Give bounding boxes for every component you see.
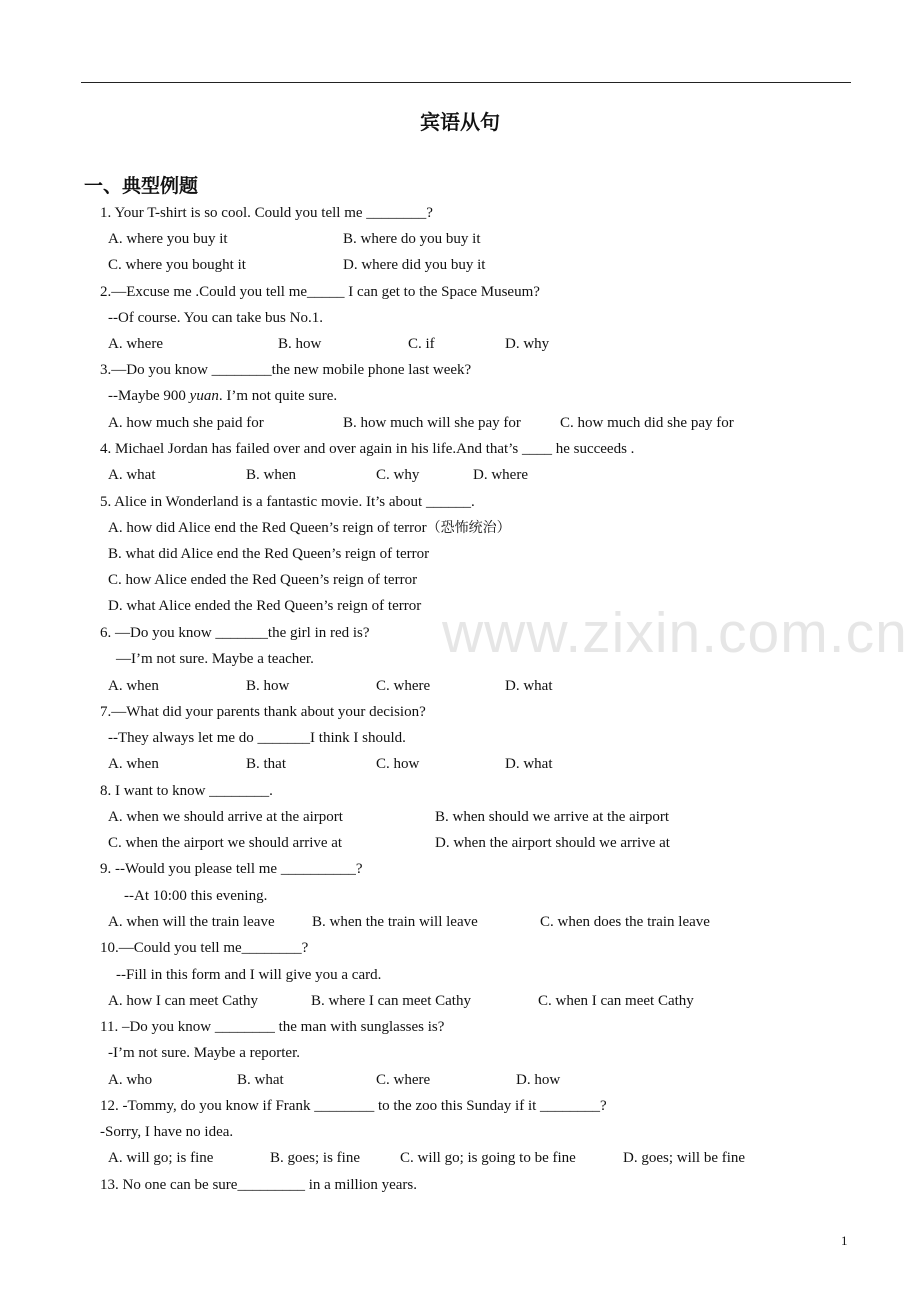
- question-6-option-a: A. when: [108, 678, 159, 694]
- header-rule: [81, 82, 851, 83]
- question-3-reply-post: . I’m not quite sure.: [218, 388, 338, 404]
- question-13-stem: 13. No one can be sure_________ in a million years.: [100, 1177, 418, 1193]
- question-12-stem: 12. -Tommy, do you know if Frank ________ to the zoo this Sunday if it ________?: [100, 1098, 607, 1114]
- question-6-option-d: D. what: [505, 678, 553, 694]
- question-2-option-c: C. if: [408, 336, 435, 352]
- question-10-stem: 10.—Could you tell me________?: [100, 940, 309, 956]
- page-number: 1: [841, 1233, 848, 1248]
- question-1-option-a: A. where you buy it: [108, 231, 228, 247]
- question-4-option-c: C. why: [376, 467, 420, 483]
- question-9-stem: 9. --Would you please tell me __________?: [100, 861, 363, 877]
- question-3-option-b: B. how much will she pay for: [343, 415, 521, 431]
- question-2-stem: 2.—Excuse me .Could you tell me_____ I can get to the Space Museum?: [100, 284, 540, 300]
- question-12-option-b: B. goes; is fine: [270, 1150, 360, 1166]
- question-11-option-a: A. who: [108, 1072, 153, 1088]
- question-3-reply-pre: --Maybe 900: [108, 388, 190, 404]
- question-11-option-d: D. how: [516, 1072, 561, 1088]
- question-3-reply-italic: yuan: [189, 388, 219, 404]
- question-7-option-d: D. what: [505, 756, 553, 772]
- question-5-option-b: B. what did Alice end the Red Queen’s reign of terror: [108, 546, 430, 562]
- question-12-option-a: A. will go; is fine: [108, 1150, 214, 1166]
- question-10-option-b: B. where I can meet Cathy: [311, 993, 471, 1009]
- question-2-option-d: D. why: [505, 336, 550, 352]
- question-9-option-c: C. when does the train leave: [540, 914, 710, 930]
- question-9-reply: --At 10:00 this evening.: [124, 888, 268, 904]
- question-1-stem: 1. Your T-shirt is so cool. Could you tell me ________?: [100, 205, 433, 221]
- question-4-option-d: D. where: [473, 467, 528, 483]
- question-11-reply: -I’m not sure. Maybe a reporter.: [108, 1045, 301, 1061]
- question-12-option-d: D. goes; will be fine: [623, 1150, 746, 1166]
- question-8-option-d: D. when the airport should we arrive at: [435, 835, 670, 851]
- question-11-option-b: B. what: [237, 1072, 284, 1088]
- question-1-option-c: C. where you bought it: [108, 257, 246, 273]
- question-5-option-d: D. what Alice ended the Red Queen’s reign of terror: [108, 598, 422, 614]
- watermark: www.zixin.com.cn: [442, 601, 908, 665]
- question-8-stem: 8. I want to know ________.: [100, 783, 273, 799]
- question-1-option-d: D. where did you buy it: [343, 257, 486, 273]
- question-5-option-c: C. how Alice ended the Red Queen’s reign of terror: [108, 572, 418, 588]
- question-9-option-a: A. when will the train leave: [108, 914, 275, 930]
- question-4-option-a: A. what: [108, 467, 156, 483]
- question-2-reply: --Of course. You can take bus No.1.: [108, 310, 323, 326]
- question-6-reply: —I’m not sure. Maybe a teacher.: [116, 651, 314, 667]
- question-3-option-c: C. how much did she pay for: [560, 415, 734, 431]
- question-6-option-c: C. where: [376, 678, 431, 694]
- section-heading: 一、典型例题: [84, 175, 199, 197]
- question-5-option-a: [108, 518, 511, 538]
- question-5-option-a-text: A. how did Alice end the Red Queen’s reign of terror: [108, 520, 427, 536]
- question-11-stem: 11. –Do you know ________ the man with sunglasses is?: [100, 1019, 445, 1035]
- question-4-option-b: B. when: [246, 467, 296, 483]
- question-7-stem: 7.—What did your parents thank about your decision?: [100, 704, 426, 720]
- question-6-option-b: B. how: [246, 678, 290, 694]
- question-3-stem: 3.—Do you know ________the new mobile phone last week?: [100, 362, 472, 378]
- question-5-stem: 5. Alice in Wonderland is a fantastic movie. It’s about ______.: [100, 494, 475, 510]
- question-3-reply: [108, 386, 337, 406]
- question-8-option-c: C. when the airport we should arrive at: [108, 835, 343, 851]
- question-7-option-c: C. how: [376, 756, 420, 772]
- question-10-option-c: C. when I can meet Cathy: [538, 993, 694, 1009]
- question-12-option-c: C. will go; is going to be fine: [400, 1150, 576, 1166]
- question-9-option-b: B. when the train will leave: [312, 914, 478, 930]
- question-2-option-a: A. where: [108, 336, 163, 352]
- question-5-note: （恐怖统治）: [426, 520, 511, 536]
- question-12-reply: -Sorry, I have no idea.: [100, 1124, 234, 1140]
- question-7-reply: --They always let me do _______I think I should.: [108, 730, 406, 746]
- question-7-option-a: A. when: [108, 756, 159, 772]
- question-7-option-b: B. that: [246, 756, 286, 772]
- question-10-option-a: A. how I can meet Cathy: [108, 993, 258, 1009]
- question-4-stem: 4. Michael Jordan has failed over and over again in his life.And that’s ____ he succeeds .: [100, 441, 635, 457]
- question-11-option-c: C. where: [376, 1072, 431, 1088]
- question-3-option-a: A. how much she paid for: [108, 415, 264, 431]
- question-6-stem: 6. —Do you know _______the girl in red is?: [100, 625, 370, 641]
- question-10-reply: --Fill in this form and I will give you a card.: [116, 967, 382, 983]
- question-8-option-a: A. when we should arrive at the airport: [108, 809, 343, 825]
- question-1-option-b: B. where do you buy it: [343, 231, 481, 247]
- question-2-option-b: B. how: [278, 336, 322, 352]
- page-title: 宾语从句: [420, 110, 500, 134]
- question-8-option-b: B. when should we arrive at the airport: [435, 809, 670, 825]
